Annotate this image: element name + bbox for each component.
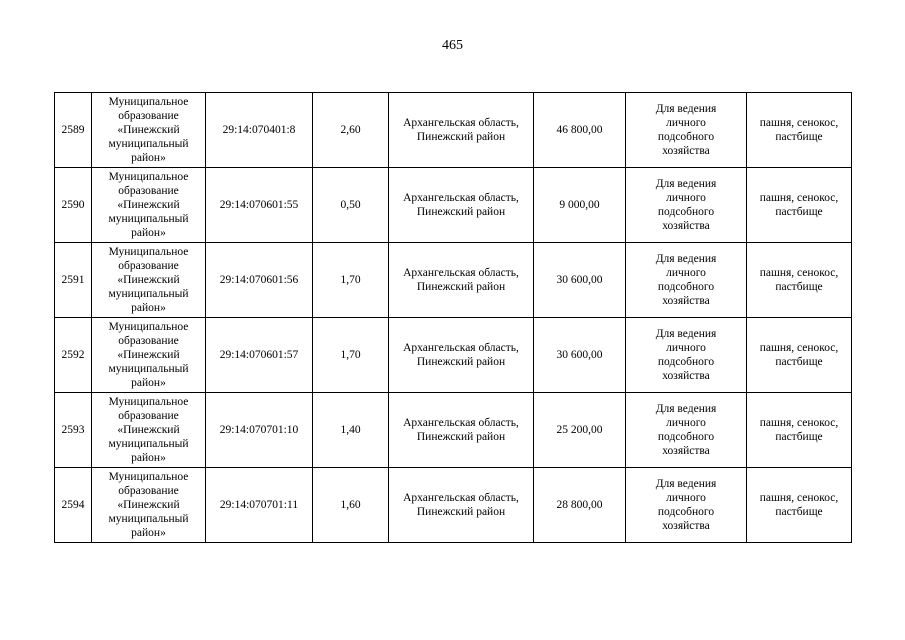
- owner-cell-line: образование: [118, 485, 179, 497]
- permitted-use-cell-line: Для ведения: [655, 103, 717, 115]
- area-cell: 2,60: [313, 93, 389, 168]
- owner-cell: [92, 318, 206, 393]
- cadastral-number-cell: 29:14:070601:57: [206, 318, 313, 393]
- location-cell: [389, 168, 534, 243]
- permitted-use-cell-line: хозяйства: [662, 445, 710, 457]
- area-cell: 1,70: [313, 243, 389, 318]
- land-registry-table: [54, 92, 852, 543]
- location-cell-line: Пинежский район: [416, 131, 506, 143]
- land-type-cell-line: пашня, сенокос,: [759, 192, 839, 204]
- owner-cell-line: район»: [131, 452, 166, 464]
- page-number: 465: [442, 38, 463, 53]
- location-cell-line: Архангельская область,: [403, 192, 519, 204]
- owner-cell: [92, 168, 206, 243]
- cadastral-number-cell: 29:14:070401:8: [206, 93, 313, 168]
- land-type-cell-line: пастбище: [775, 431, 823, 443]
- owner-cell-line: образование: [118, 335, 179, 347]
- row-number-cell: 2590: [55, 168, 92, 243]
- land-type-cell-line: пашня, сенокос,: [759, 117, 839, 129]
- owner-cell-line: образование: [118, 110, 179, 122]
- cadastral-number-cell: 29:14:070601:56: [206, 243, 313, 318]
- land-type-cell-line: пастбище: [775, 506, 823, 518]
- permitted-use-cell-line: личного: [666, 342, 706, 354]
- permitted-use-cell-line: Для ведения: [655, 403, 717, 415]
- location-cell-line: Пинежский район: [416, 206, 506, 218]
- location-cell-line: Архангельская область,: [403, 267, 519, 279]
- permitted-use-cell: [626, 393, 747, 468]
- permitted-use-cell-line: Для ведения: [655, 328, 717, 340]
- owner-cell-line: Муниципальное: [108, 246, 189, 258]
- owner-cell-line: образование: [118, 410, 179, 422]
- owner-cell-line: образование: [118, 185, 179, 197]
- permitted-use-cell: [626, 468, 747, 543]
- permitted-use-cell-line: подсобного: [657, 356, 715, 368]
- owner-cell-line: образование: [118, 260, 179, 272]
- permitted-use-cell-line: личного: [666, 417, 706, 429]
- cadastral-value-cell: 30 600,00: [534, 318, 626, 393]
- cadastral-value-cell: 9 000,00: [534, 168, 626, 243]
- owner-cell-line: район»: [131, 377, 166, 389]
- location-cell: [389, 318, 534, 393]
- owner-cell-line: муниципальный: [108, 288, 189, 300]
- location-cell: [389, 243, 534, 318]
- table-row: [55, 318, 852, 393]
- permitted-use-cell-line: подсобного: [657, 431, 715, 443]
- table-row: [55, 168, 852, 243]
- land-type-cell: [747, 93, 852, 168]
- owner-cell-line: Муниципальное: [108, 321, 189, 333]
- owner-cell: [92, 243, 206, 318]
- cadastral-value-cell: 46 800,00: [534, 93, 626, 168]
- land-type-cell-line: пашня, сенокос,: [759, 267, 839, 279]
- row-number-cell: 2593: [55, 393, 92, 468]
- location-cell: [389, 93, 534, 168]
- location-cell: [389, 393, 534, 468]
- land-type-cell: [747, 318, 852, 393]
- owner-cell-line: Муниципальное: [108, 471, 189, 483]
- permitted-use-cell: [626, 243, 747, 318]
- owner-cell-line: муниципальный: [108, 138, 189, 150]
- location-cell: [389, 468, 534, 543]
- owner-cell: [92, 393, 206, 468]
- row-number-cell: 2591: [55, 243, 92, 318]
- owner-cell-line: «Пинежский: [117, 499, 180, 511]
- owner-cell-line: район»: [131, 152, 166, 164]
- land-type-cell-line: пастбище: [775, 131, 823, 143]
- row-number-cell: 2589: [55, 93, 92, 168]
- owner-cell-line: «Пинежский: [117, 124, 180, 136]
- location-cell-line: Пинежский район: [416, 431, 506, 443]
- permitted-use-cell: [626, 318, 747, 393]
- owner-cell-line: муниципальный: [108, 213, 189, 225]
- land-type-cell: [747, 243, 852, 318]
- permitted-use-cell-line: личного: [666, 492, 706, 504]
- owner-cell-line: Муниципальное: [108, 96, 189, 108]
- owner-cell-line: Муниципальное: [108, 171, 189, 183]
- table-row: [55, 468, 852, 543]
- land-type-cell-line: пашня, сенокос,: [759, 492, 839, 504]
- permitted-use-cell-line: подсобного: [657, 206, 715, 218]
- area-cell: 0,50: [313, 168, 389, 243]
- cadastral-number-cell: 29:14:070701:11: [206, 468, 313, 543]
- owner-cell-line: муниципальный: [108, 513, 189, 525]
- land-type-cell: [747, 468, 852, 543]
- land-type-cell-line: пастбище: [775, 206, 823, 218]
- table-row: [55, 243, 852, 318]
- location-cell-line: Пинежский район: [416, 356, 506, 368]
- land-type-cell-line: пашня, сенокос,: [759, 342, 839, 354]
- cadastral-value-cell: 28 800,00: [534, 468, 626, 543]
- owner-cell-line: район»: [131, 302, 166, 314]
- permitted-use-cell-line: хозяйства: [662, 145, 710, 157]
- row-number-cell: 2592: [55, 318, 92, 393]
- location-cell-line: Пинежский район: [416, 506, 506, 518]
- land-type-cell: [747, 168, 852, 243]
- land-type-cell-line: пастбище: [775, 356, 823, 368]
- owner-cell-line: «Пинежский: [117, 199, 180, 211]
- row-number-cell: 2594: [55, 468, 92, 543]
- area-cell: 1,60: [313, 468, 389, 543]
- cadastral-value-cell: 30 600,00: [534, 243, 626, 318]
- area-cell: 1,70: [313, 318, 389, 393]
- table-row: [55, 393, 852, 468]
- owner-cell: [92, 93, 206, 168]
- permitted-use-cell-line: подсобного: [657, 281, 715, 293]
- permitted-use-cell-line: личного: [666, 117, 706, 129]
- location-cell-line: Пинежский район: [416, 281, 506, 293]
- owner-cell-line: муниципальный: [108, 363, 189, 375]
- owner-cell-line: Муниципальное: [108, 396, 189, 408]
- owner-cell-line: «Пинежский: [117, 349, 180, 361]
- permitted-use-cell-line: хозяйства: [662, 520, 710, 532]
- permitted-use-cell-line: хозяйства: [662, 370, 710, 382]
- cadastral-value-cell: 25 200,00: [534, 393, 626, 468]
- owner-cell-line: район»: [131, 527, 166, 539]
- location-cell-line: Архангельская область,: [403, 492, 519, 504]
- cadastral-number-cell: 29:14:070701:10: [206, 393, 313, 468]
- table-row: [55, 93, 852, 168]
- permitted-use-cell-line: Для ведения: [655, 178, 717, 190]
- permitted-use-cell-line: хозяйства: [662, 295, 710, 307]
- owner-cell-line: район»: [131, 227, 166, 239]
- permitted-use-cell-line: личного: [666, 192, 706, 204]
- location-cell-line: Архангельская область,: [403, 117, 519, 129]
- owner-cell: [92, 468, 206, 543]
- permitted-use-cell: [626, 93, 747, 168]
- permitted-use-cell-line: подсобного: [657, 131, 715, 143]
- land-type-cell: [747, 393, 852, 468]
- land-type-cell-line: пашня, сенокос,: [759, 417, 839, 429]
- location-cell-line: Архангельская область,: [403, 342, 519, 354]
- permitted-use-cell-line: подсобного: [657, 506, 715, 518]
- permitted-use-cell-line: Для ведения: [655, 478, 717, 490]
- area-cell: 1,40: [313, 393, 389, 468]
- location-cell-line: Архангельская область,: [403, 417, 519, 429]
- owner-cell-line: «Пинежский: [117, 424, 180, 436]
- permitted-use-cell-line: Для ведения: [655, 253, 717, 265]
- permitted-use-cell: [626, 168, 747, 243]
- owner-cell-line: «Пинежский: [117, 274, 180, 286]
- cadastral-number-cell: 29:14:070601:55: [206, 168, 313, 243]
- owner-cell-line: муниципальный: [108, 438, 189, 450]
- land-type-cell-line: пастбище: [775, 281, 823, 293]
- table-body: [55, 93, 852, 543]
- permitted-use-cell-line: личного: [666, 267, 706, 279]
- permitted-use-cell-line: хозяйства: [662, 220, 710, 232]
